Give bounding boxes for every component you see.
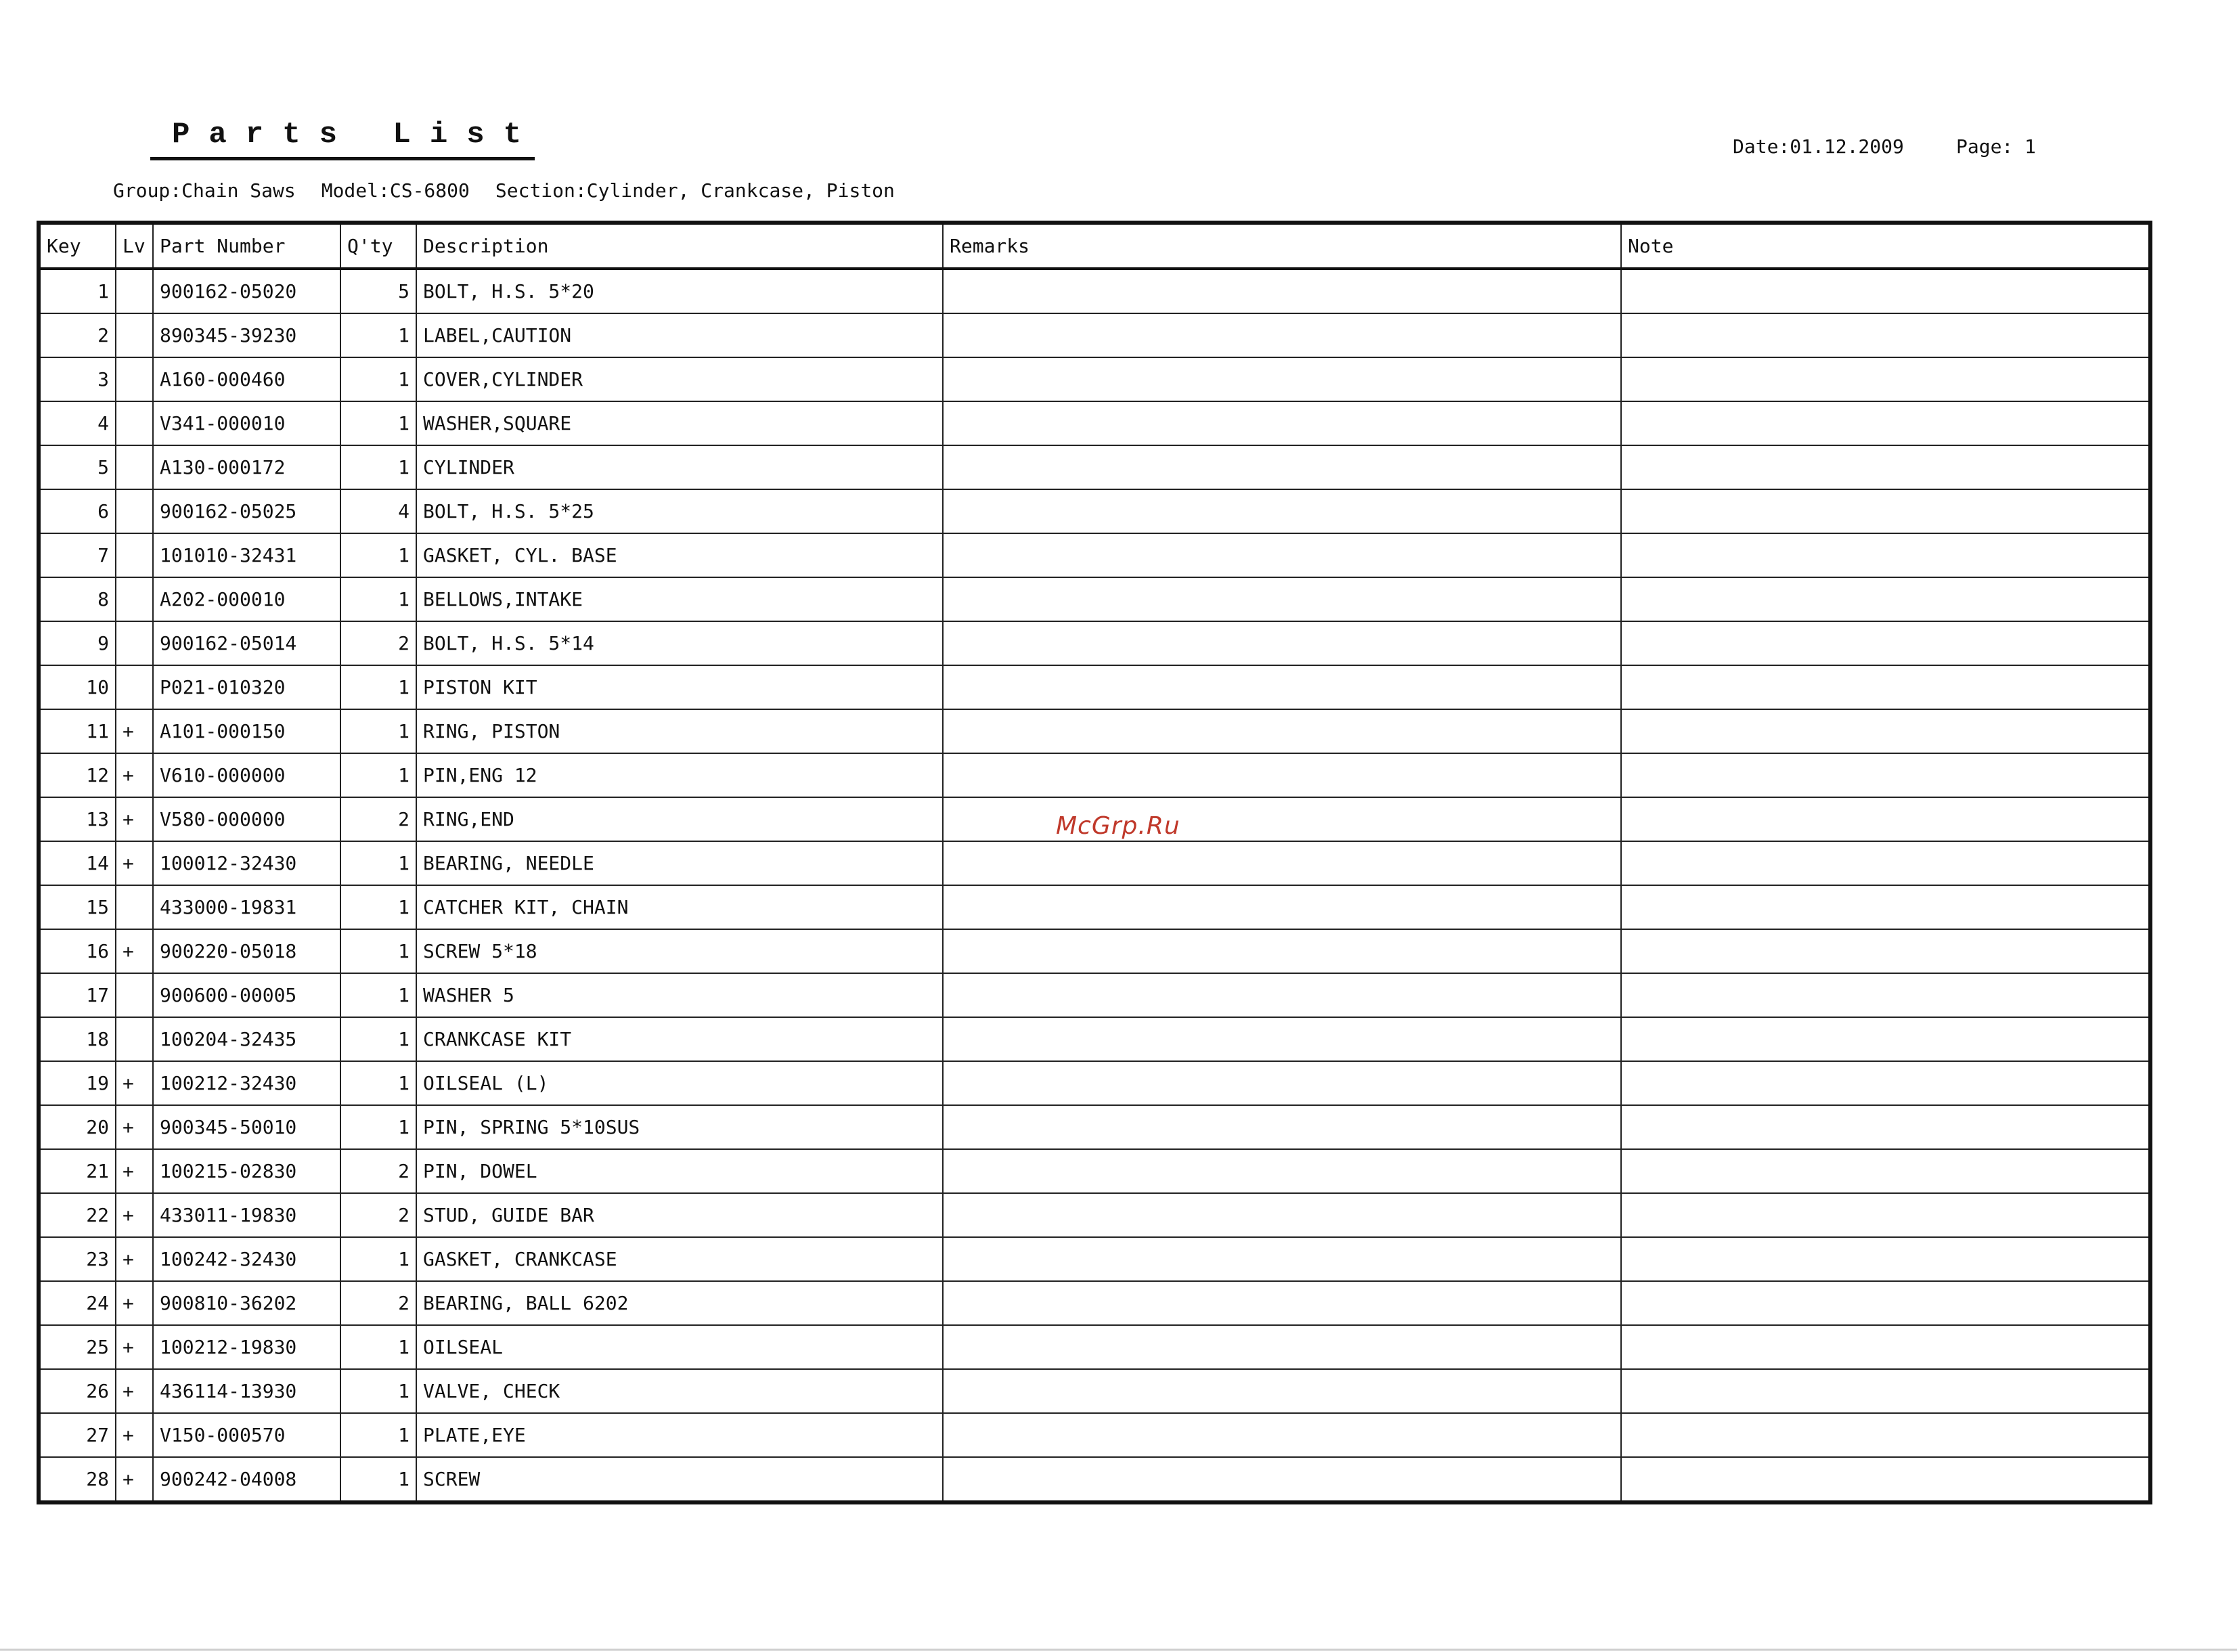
cell-description: BOLT, H.S. 5*25 [416, 489, 943, 533]
cell-key: 13 [39, 797, 116, 841]
cell-key: 8 [39, 577, 116, 621]
table-row [39, 665, 2150, 709]
cell-description: OILSEAL (L) [416, 1061, 943, 1105]
cell-part-number: V341-000010 [153, 401, 340, 445]
table-row [39, 1281, 2150, 1325]
cell-lv [116, 357, 153, 401]
table-row [39, 269, 2150, 313]
cell-note [1621, 1061, 2150, 1105]
cell-note [1621, 797, 2150, 841]
cell-description: CRANKCASE KIT [416, 1017, 943, 1061]
cell-remarks [943, 401, 1621, 445]
cell-remarks [943, 1061, 1621, 1105]
table-row [39, 1325, 2150, 1369]
cell-key: 12 [39, 753, 116, 797]
cell-qty: 5 [340, 269, 416, 313]
cell-part-number: A160-000460 [153, 357, 340, 401]
cell-description: BEARING, BALL 6202 [416, 1281, 943, 1325]
cell-part-number: 900810-36202 [153, 1281, 340, 1325]
cell-part-number: P021-010320 [153, 665, 340, 709]
cell-key: 21 [39, 1149, 116, 1193]
cell-description: PISTON KIT [416, 665, 943, 709]
cell-remarks [943, 1325, 1621, 1369]
table-row [39, 533, 2150, 577]
cell-remarks [943, 533, 1621, 577]
cell-description: GASKET, CYL. BASE [416, 533, 943, 577]
cell-lv [116, 445, 153, 489]
cell-key: 14 [39, 841, 116, 885]
cell-key: 10 [39, 665, 116, 709]
cell-remarks [943, 797, 1621, 841]
cell-description: PLATE,EYE [416, 1413, 943, 1457]
cell-lv: + [116, 709, 153, 753]
cell-key: 24 [39, 1281, 116, 1325]
cell-lv [116, 401, 153, 445]
cell-key: 22 [39, 1193, 116, 1237]
cell-key: 17 [39, 973, 116, 1017]
cell-remarks [943, 841, 1621, 885]
cell-part-number: 100212-32430 [153, 1061, 340, 1105]
cell-qty: 1 [340, 357, 416, 401]
group-label: Group:Chain Saws [113, 179, 296, 202]
bottom-divider [0, 1649, 2237, 1651]
cell-qty: 1 [340, 973, 416, 1017]
cell-description: WASHER 5 [416, 973, 943, 1017]
cell-remarks [943, 1017, 1621, 1061]
watermark-text: McGrp.Ru [1056, 812, 1180, 840]
date-label: Date:01.12.2009 [1733, 135, 1904, 158]
subheader [113, 179, 921, 202]
cell-key: 7 [39, 533, 116, 577]
cell-qty: 1 [340, 313, 416, 357]
table-row [39, 621, 2150, 665]
cell-lv: + [116, 929, 153, 973]
cell-lv [116, 885, 153, 929]
cell-part-number: 100215-02830 [153, 1149, 340, 1193]
page-title: Parts List [150, 116, 535, 160]
cell-lv [116, 1017, 153, 1061]
cell-lv: + [116, 1193, 153, 1237]
cell-note [1621, 269, 2150, 313]
cell-description: COVER,CYLINDER [416, 357, 943, 401]
column-header-part-number: Part Number [153, 223, 340, 269]
column-header-lv: Lv [116, 223, 153, 269]
cell-key: 9 [39, 621, 116, 665]
cell-key: 19 [39, 1061, 116, 1105]
cell-lv: + [116, 1061, 153, 1105]
cell-part-number: A130-000172 [153, 445, 340, 489]
cell-lv: + [116, 1369, 153, 1413]
cell-description: PIN, SPRING 5*10SUS [416, 1105, 943, 1149]
cell-key: 16 [39, 929, 116, 973]
cell-note [1621, 841, 2150, 885]
cell-description: STUD, GUIDE BAR [416, 1193, 943, 1237]
cell-qty: 1 [340, 1413, 416, 1457]
cell-description: VALVE, CHECK [416, 1369, 943, 1413]
cell-part-number: V610-000000 [153, 753, 340, 797]
cell-key: 28 [39, 1457, 116, 1502]
cell-qty: 2 [340, 797, 416, 841]
cell-note [1621, 533, 2150, 577]
cell-lv: + [116, 1237, 153, 1281]
cell-key: 3 [39, 357, 116, 401]
cell-qty: 1 [340, 841, 416, 885]
table-row [39, 1193, 2150, 1237]
cell-note [1621, 753, 2150, 797]
cell-part-number: 100242-32430 [153, 1237, 340, 1281]
column-header-note: Note [1621, 223, 2150, 269]
cell-description: OILSEAL [416, 1325, 943, 1369]
cell-note [1621, 1237, 2150, 1281]
cell-qty: 1 [340, 1017, 416, 1061]
cell-remarks [943, 489, 1621, 533]
cell-lv [116, 577, 153, 621]
cell-remarks [943, 665, 1621, 709]
cell-qty: 1 [340, 1325, 416, 1369]
cell-description: SCREW [416, 1457, 943, 1502]
table-row [39, 1061, 2150, 1105]
table-header-row [39, 223, 2150, 269]
cell-note [1621, 1193, 2150, 1237]
cell-key: 2 [39, 313, 116, 357]
cell-key: 1 [39, 269, 116, 313]
cell-key: 23 [39, 1237, 116, 1281]
cell-qty: 1 [340, 753, 416, 797]
cell-remarks [943, 753, 1621, 797]
cell-remarks [943, 577, 1621, 621]
cell-remarks [943, 621, 1621, 665]
cell-remarks [943, 1149, 1621, 1193]
cell-part-number: 900162-05014 [153, 621, 340, 665]
cell-key: 5 [39, 445, 116, 489]
cell-qty: 1 [340, 533, 416, 577]
cell-lv [116, 313, 153, 357]
cell-note [1621, 489, 2150, 533]
cell-lv: + [116, 1105, 153, 1149]
section-label: Section:Cylinder, Crankcase, Piston [495, 179, 895, 202]
cell-lv: + [116, 841, 153, 885]
cell-remarks [943, 1281, 1621, 1325]
cell-qty: 1 [340, 401, 416, 445]
cell-remarks [943, 1193, 1621, 1237]
cell-qty: 2 [340, 1281, 416, 1325]
cell-remarks [943, 709, 1621, 753]
cell-key: 25 [39, 1325, 116, 1369]
table-row [39, 357, 2150, 401]
cell-key: 27 [39, 1413, 116, 1457]
cell-remarks [943, 929, 1621, 973]
cell-lv: + [116, 1281, 153, 1325]
cell-key: 26 [39, 1369, 116, 1413]
table-row [39, 1149, 2150, 1193]
cell-note [1621, 1149, 2150, 1193]
cell-note [1621, 577, 2150, 621]
cell-lv: + [116, 753, 153, 797]
cell-description: RING, PISTON [416, 709, 943, 753]
cell-part-number: 433011-19830 [153, 1193, 340, 1237]
cell-qty: 1 [340, 885, 416, 929]
table-row [39, 929, 2150, 973]
cell-key: 11 [39, 709, 116, 753]
cell-part-number: 900220-05018 [153, 929, 340, 973]
cell-key: 15 [39, 885, 116, 929]
cell-lv [116, 621, 153, 665]
cell-note [1621, 709, 2150, 753]
parts-table [37, 221, 2152, 1504]
cell-qty: 1 [340, 709, 416, 753]
cell-description: PIN, DOWEL [416, 1149, 943, 1193]
table-row [39, 841, 2150, 885]
cell-part-number: 900600-00005 [153, 973, 340, 1017]
cell-lv [116, 533, 153, 577]
cell-lv: + [116, 797, 153, 841]
cell-qty: 4 [340, 489, 416, 533]
cell-note [1621, 1325, 2150, 1369]
table-row [39, 1413, 2150, 1457]
model-label: Model:CS-6800 [321, 179, 470, 202]
cell-remarks [943, 1413, 1621, 1457]
table-row [39, 709, 2150, 753]
cell-note [1621, 401, 2150, 445]
cell-key: 18 [39, 1017, 116, 1061]
page-number-label: Page: 1 [1956, 135, 2037, 158]
cell-qty: 1 [340, 929, 416, 973]
cell-qty: 2 [340, 621, 416, 665]
cell-remarks [943, 445, 1621, 489]
table-row [39, 973, 2150, 1017]
cell-note [1621, 929, 2150, 973]
table-row [39, 313, 2150, 357]
cell-note [1621, 973, 2150, 1017]
cell-qty: 1 [340, 577, 416, 621]
cell-note [1621, 1017, 2150, 1061]
cell-lv: + [116, 1413, 153, 1457]
cell-remarks [943, 885, 1621, 929]
cell-note [1621, 1369, 2150, 1413]
cell-lv [116, 269, 153, 313]
table-row [39, 1105, 2150, 1149]
table-row [39, 577, 2150, 621]
table-row [39, 1017, 2150, 1061]
cell-part-number: V580-000000 [153, 797, 340, 841]
table-row [39, 885, 2150, 929]
table-row [39, 401, 2150, 445]
cell-part-number: 900162-05025 [153, 489, 340, 533]
cell-remarks [943, 1237, 1621, 1281]
cell-part-number: A202-000010 [153, 577, 340, 621]
cell-lv [116, 489, 153, 533]
cell-key: 4 [39, 401, 116, 445]
table-row [39, 753, 2150, 797]
cell-note [1621, 1413, 2150, 1457]
cell-note [1621, 621, 2150, 665]
cell-description: SCREW 5*18 [416, 929, 943, 973]
cell-part-number: A101-000150 [153, 709, 340, 753]
cell-description: CATCHER KIT, CHAIN [416, 885, 943, 929]
cell-qty: 1 [340, 1457, 416, 1502]
cell-qty: 2 [340, 1193, 416, 1237]
cell-part-number: 900242-04008 [153, 1457, 340, 1502]
column-header-key: Key [39, 223, 116, 269]
cell-note [1621, 885, 2150, 929]
cell-lv [116, 973, 153, 1017]
cell-note [1621, 665, 2150, 709]
cell-part-number: 436114-13930 [153, 1369, 340, 1413]
cell-part-number: 100204-32435 [153, 1017, 340, 1061]
cell-description: PIN,ENG 12 [416, 753, 943, 797]
cell-key: 6 [39, 489, 116, 533]
table-row [39, 489, 2150, 533]
cell-remarks [943, 269, 1621, 313]
cell-note [1621, 445, 2150, 489]
cell-description: LABEL,CAUTION [416, 313, 943, 357]
cell-note [1621, 313, 2150, 357]
cell-part-number: 100212-19830 [153, 1325, 340, 1369]
cell-qty: 1 [340, 1369, 416, 1413]
cell-lv: + [116, 1325, 153, 1369]
cell-remarks [943, 973, 1621, 1017]
cell-qty: 1 [340, 1061, 416, 1105]
cell-note [1621, 1105, 2150, 1149]
cell-remarks [943, 313, 1621, 357]
cell-remarks [943, 1105, 1621, 1149]
table-row [39, 1457, 2150, 1502]
cell-remarks [943, 1457, 1621, 1502]
cell-part-number: 890345-39230 [153, 313, 340, 357]
cell-qty: 1 [340, 1105, 416, 1149]
column-header-remarks: Remarks [943, 223, 1621, 269]
cell-description: GASKET, CRANKCASE [416, 1237, 943, 1281]
cell-remarks [943, 357, 1621, 401]
table-row [39, 1237, 2150, 1281]
cell-description: BOLT, H.S. 5*20 [416, 269, 943, 313]
table-row [39, 445, 2150, 489]
cell-note [1621, 1457, 2150, 1502]
column-header-qty: Q'ty [340, 223, 416, 269]
cell-part-number: V150-000570 [153, 1413, 340, 1457]
cell-lv: + [116, 1457, 153, 1502]
cell-part-number: 900345-50010 [153, 1105, 340, 1149]
parts-table-body [39, 269, 2150, 1502]
cell-lv [116, 665, 153, 709]
cell-description: RING,END [416, 797, 943, 841]
cell-note [1621, 1281, 2150, 1325]
cell-part-number: 100012-32430 [153, 841, 340, 885]
cell-description: BELLOWS,INTAKE [416, 577, 943, 621]
cell-part-number: 900162-05020 [153, 269, 340, 313]
column-header-description: Description [416, 223, 943, 269]
cell-key: 20 [39, 1105, 116, 1149]
cell-remarks [943, 1369, 1621, 1413]
cell-description: WASHER,SQUARE [416, 401, 943, 445]
cell-description: CYLINDER [416, 445, 943, 489]
cell-part-number: 101010-32431 [153, 533, 340, 577]
cell-qty: 1 [340, 445, 416, 489]
cell-qty: 1 [340, 1237, 416, 1281]
cell-part-number: 433000-19831 [153, 885, 340, 929]
cell-qty: 1 [340, 665, 416, 709]
cell-note [1621, 357, 2150, 401]
cell-description: BOLT, H.S. 5*14 [416, 621, 943, 665]
cell-lv: + [116, 1149, 153, 1193]
table-row [39, 1369, 2150, 1413]
cell-description: BEARING, NEEDLE [416, 841, 943, 885]
cell-qty: 2 [340, 1149, 416, 1193]
